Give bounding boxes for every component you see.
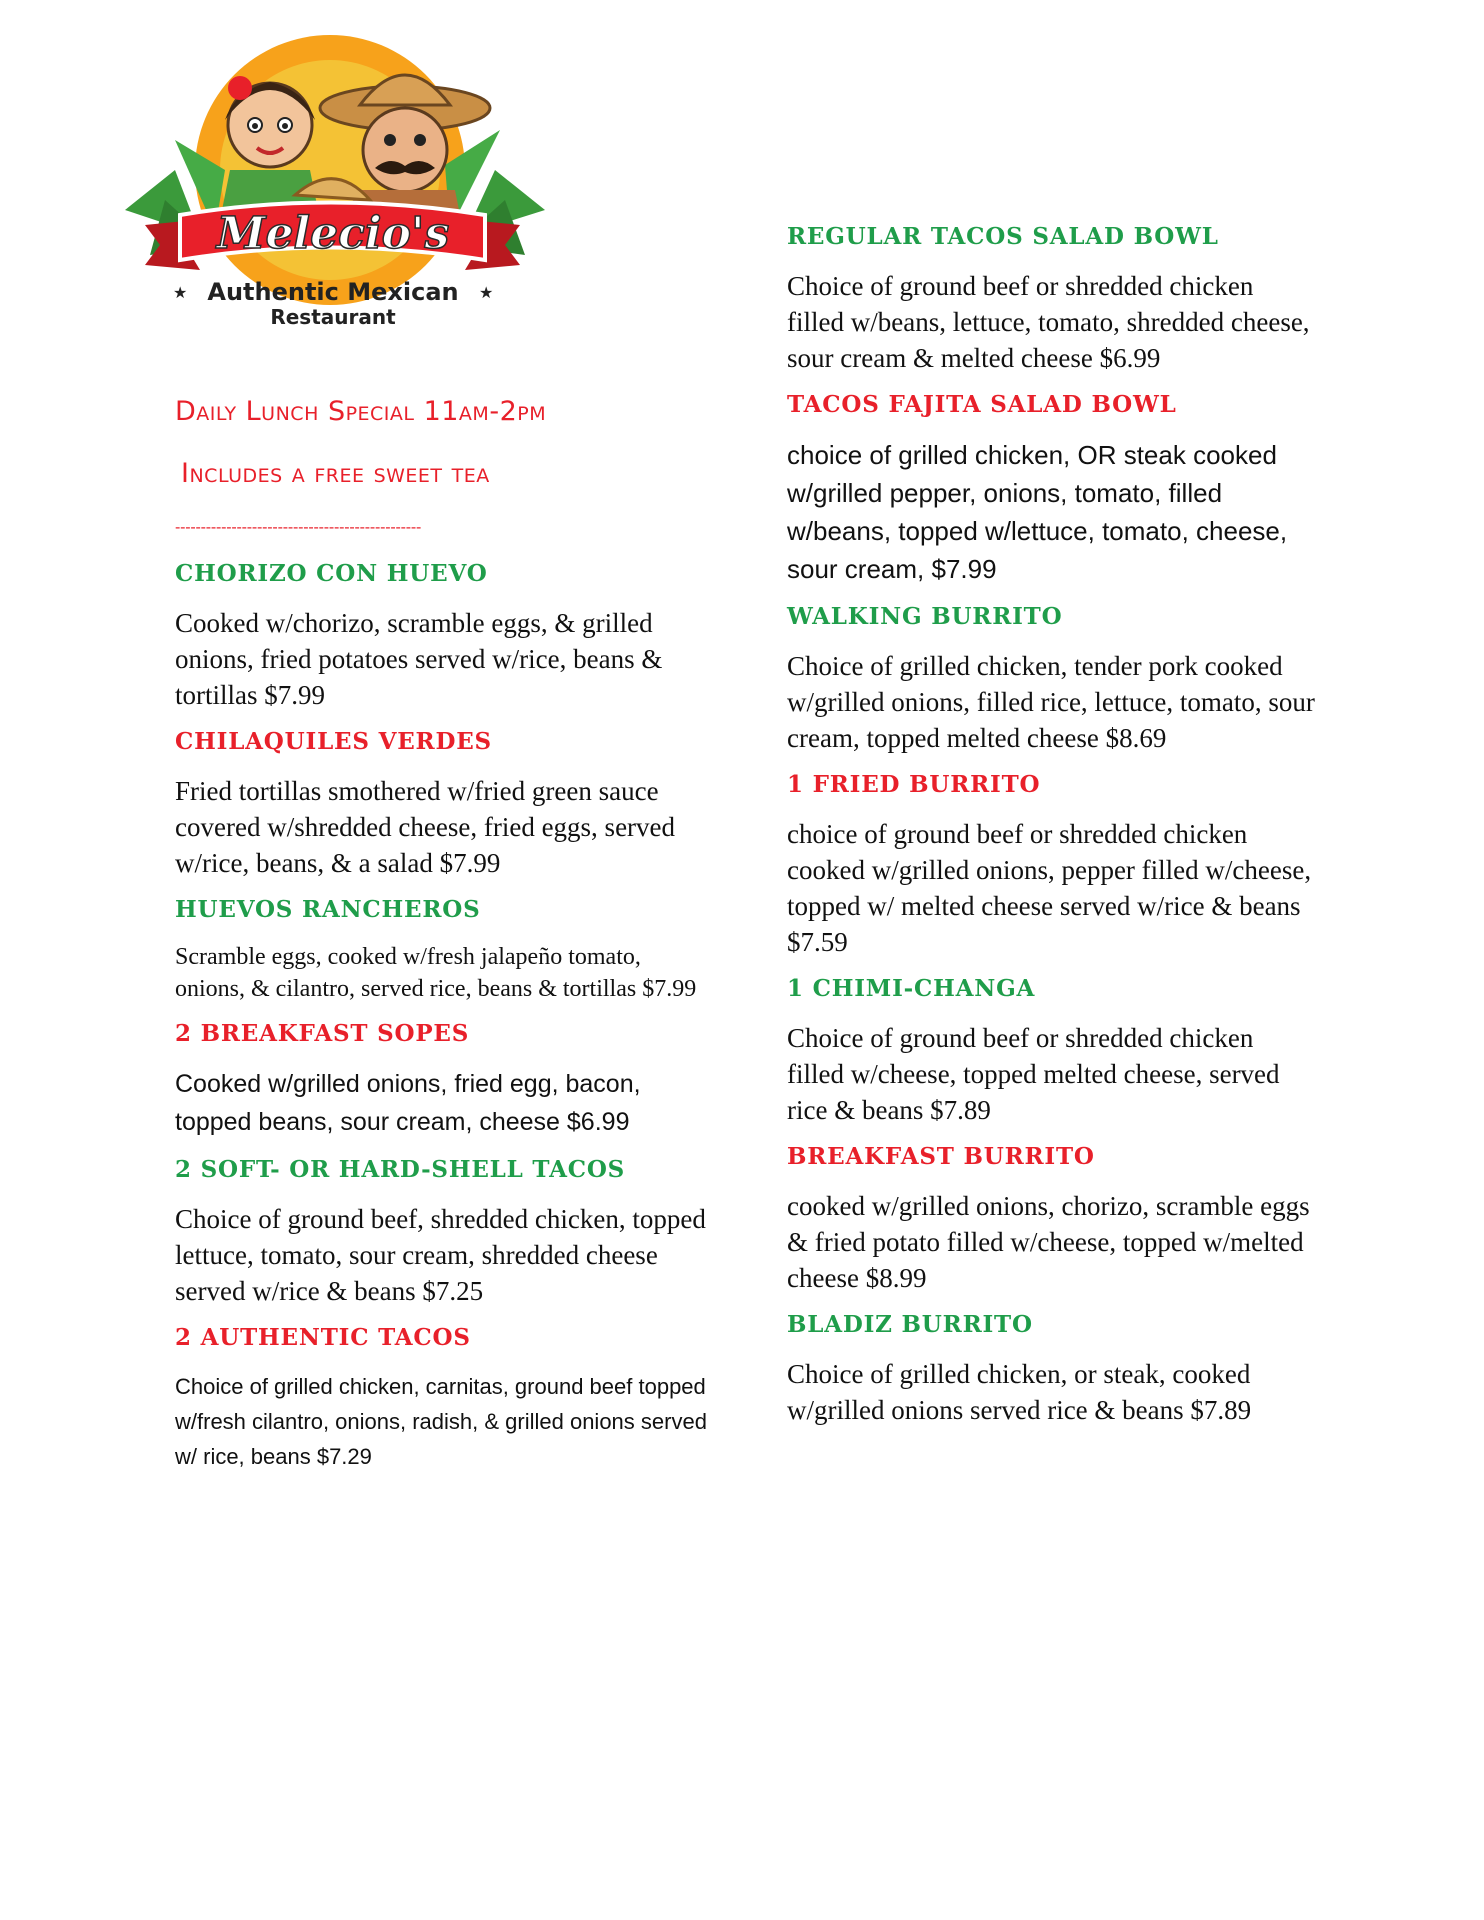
menu-item-title: HUEVOS RANCHEROS (175, 896, 481, 923)
lunch-special-heading: Daily Lunch Special 11am-2pm (175, 396, 547, 427)
menu-item (787, 390, 1317, 588)
menu-item (787, 222, 1317, 376)
menu-item-title: 2 AUTHENTIC TACOS (175, 1324, 471, 1351)
menu-item-title: TACOS FAJITA SALAD BOWL (787, 391, 1177, 418)
menu-item (787, 602, 1317, 756)
menu-item (175, 1019, 715, 1141)
menu-item (787, 974, 1317, 1128)
menu-item-description: choice of ground beef or shredded chicken cooked w/grilled onions, pepper filled w/cheese, topped w/ melted cheese served w/rice & beans $7.59 (787, 819, 1312, 957)
menu-item-description: choice of grilled chicken, OR steak cooked w/grilled pepper, onions, tomato, filled w/beans, topped w/lettuce, tomato, cheese, sour cream, $7.99 (787, 440, 1288, 584)
menu-item-description: cooked w/grilled onions, chorizo, scramble eggs & fried potato filled w/cheese, topped w/melted cheese $8.99 (787, 1191, 1310, 1293)
left-column (175, 395, 715, 1488)
right-column (787, 222, 1317, 1442)
menu-item-title: 1 FRIED BURRITO (787, 771, 1041, 798)
menu-item-title: 1 CHIMI-CHANGA (787, 975, 1036, 1002)
menu-item (175, 1323, 715, 1474)
menu-item-title: BLADIZ BURRITO (787, 1311, 1033, 1338)
menu-item-description: Choice of grilled chicken, carnitas, ground beef topped w/fresh cilantro, onions, radish, & grilled onions served w/ rice, beans $7.29 (175, 1374, 707, 1469)
logo-tagline: Authentic Mexican (207, 278, 459, 306)
svg-text:★: ★ (173, 285, 188, 302)
free-tea-note: Includes a free sweet tea (181, 458, 490, 489)
menu-item-description: Fried tortillas smothered w/fried green sauce covered w/shredded cheese, fried eggs, served w/rice, beans, & a salad $7.99 (175, 776, 676, 878)
menu-item-description: Scramble eggs, cooked w/fresh jalapeño tomato, onions, & cilantro, served rice, beans & tortillas $7.99 (175, 944, 697, 1002)
menu-item-description: Choice of grilled chicken, tender pork cooked w/grilled onions, filled rice, lettuce, tomato, sour cream, topped melted cheese $8.69 (787, 651, 1315, 753)
menu-item (175, 1155, 715, 1309)
menu-item-title: 2 BREAKFAST SOPES (175, 1020, 470, 1047)
svg-text:★: ★ (479, 285, 494, 302)
menu-item (787, 1142, 1317, 1296)
menu-item-description: Choice of ground beef or shredded chicken filled w/cheese, topped melted cheese, served rice & beans $7.89 (787, 1023, 1280, 1125)
menu-item (175, 895, 715, 1005)
menu-item-title: BREAKFAST BURRITO (787, 1143, 1095, 1170)
menu-item-description: Cooked w/chorizo, scramble eggs, & grilled onions, fried potatoes served w/rice, beans & tortillas $7.99 (175, 608, 663, 710)
logo-subline: Restaurant (270, 305, 396, 329)
left-menu-list (175, 559, 715, 1474)
menu-item-description: Choice of ground beef, shredded chicken, topped lettuce, tomato, sour cream, shredded cheese served w/rice & beans $7.25 (175, 1204, 706, 1306)
restaurant-logo (105, 20, 560, 365)
menu-item-description: Cooked w/grilled onions, fried egg, bacon, topped beans, sour cream, cheese $6.99 (175, 1070, 641, 1136)
menu-item (175, 559, 715, 713)
divider: ------------------------------------------------ (175, 519, 422, 536)
logo-name: Melecio's (216, 208, 450, 259)
menu-item (175, 727, 715, 881)
menu-item-description: Choice of grilled chicken, or steak, cooked w/grilled onions served rice & beans $7.89 (787, 1359, 1252, 1425)
menu-item-title: WALKING BURRITO (787, 603, 1063, 630)
menu-item-title: CHORIZO CON HUEVO (175, 560, 488, 587)
menu-item-title: REGULAR TACOS SALAD BOWL (787, 223, 1219, 250)
menu-item-title: CHILAQUILES VERDES (175, 728, 492, 755)
right-menu-list (787, 222, 1317, 1428)
menu-item-description: Choice of ground beef or shredded chicken filled w/beans, lettuce, tomato, shredded cheese, sour cream & melted cheese $6.99 (787, 271, 1310, 373)
menu-item-title: 2 SOFT- OR HARD-SHELL TACOS (175, 1156, 626, 1183)
menu-item (787, 770, 1317, 960)
menu-item (787, 1310, 1317, 1428)
